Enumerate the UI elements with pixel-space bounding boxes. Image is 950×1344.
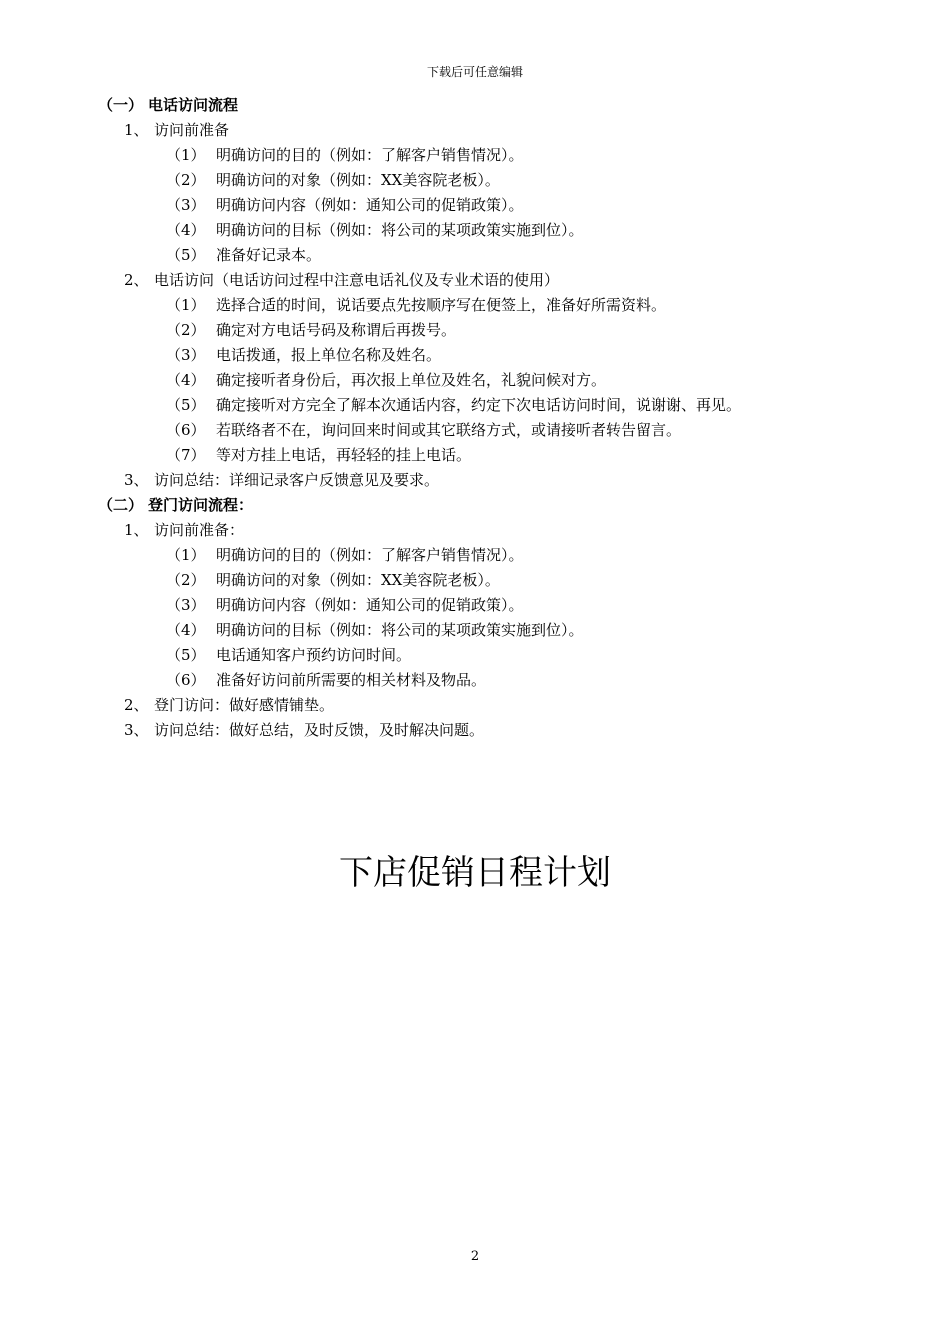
section-heading (98, 93, 858, 118)
step-text: 访问前准备： (154, 521, 245, 539)
sub-item-text: 明确访问的目标（例如：将公司的某项政策实施到位）。 (216, 221, 584, 239)
sub-item-number: （3） (166, 346, 206, 364)
sub-item-number: （3） (166, 196, 206, 214)
sub-item (98, 393, 858, 418)
sub-item-number: （6） (166, 421, 206, 439)
sub-item (98, 143, 858, 168)
section-title: 电话访问流程 (148, 96, 239, 114)
sub-item-text: 电话通知客户预约访问时间。 (216, 646, 412, 664)
sub-item-text: 明确访问内容（例如：通知公司的促销政策）。 (216, 196, 524, 214)
sub-item (98, 343, 858, 368)
sub-item-number: （2） (166, 321, 206, 339)
sub-item-text: 明确访问的对象（例如：XX美容院老板）。 (216, 571, 500, 589)
step-item (98, 693, 858, 718)
sub-item (98, 418, 858, 443)
sub-item-text: 明确访问的目标（例如：将公司的某项政策实施到位）。 (216, 621, 584, 639)
sub-item-number: （1） (166, 296, 206, 314)
document-body (98, 93, 858, 743)
sub-item (98, 668, 858, 693)
sub-item (98, 568, 858, 593)
sub-item (98, 243, 858, 268)
sub-item-text: 明确访问的对象（例如：XX美容院老板）。 (216, 171, 500, 189)
sub-item (98, 618, 858, 643)
sub-item-text: 准备好访问前所需要的相关材料及物品。 (216, 671, 487, 689)
sub-item (98, 168, 858, 193)
sub-item-text: 明确访问的目的（例如：了解客户销售情况）。 (216, 146, 524, 164)
sub-item-text: 确定对方电话号码及称谓后再拨号。 (216, 321, 457, 339)
sub-item (98, 593, 858, 618)
step-text: 电话访问（电话访问过程中注意电话礼仪及专业术语的使用） (154, 271, 560, 289)
step-item (98, 118, 858, 143)
step-number: 2、 (124, 271, 149, 289)
step-number: 3、 (124, 721, 149, 739)
sub-item-text: 确定接听者身份后，再次报上单位及姓名，礼貌问候对方。 (216, 371, 607, 389)
step-text: 访问总结：详细记录客户反馈意见及要求。 (154, 471, 440, 489)
sub-item-number: （5） (166, 646, 206, 664)
main-title: 下店促销日程计划 (339, 852, 611, 893)
step-number: 3、 (124, 471, 149, 489)
sub-item (98, 293, 858, 318)
sub-item (98, 193, 858, 218)
sub-item-text: 若联络者不在，询问回来时间或其它联络方式，或请接听者转告留言。 (216, 421, 682, 439)
step-item (98, 518, 858, 543)
sub-item-text: 电话拨通，报上单位名称及姓名。 (216, 346, 442, 364)
sub-item (98, 318, 858, 343)
sub-item (98, 218, 858, 243)
section-number: （二） (98, 496, 144, 514)
sub-item-number: （1） (166, 146, 206, 164)
section-heading (98, 493, 858, 518)
sub-item-number: （4） (166, 221, 206, 239)
sub-item-number: （1） (166, 546, 206, 564)
section-number: （一） (98, 96, 144, 114)
sub-item-number: （7） (166, 446, 206, 464)
sub-item-text: 确定接听对方完全了解本次通话内容，约定下次电话访问时间，说谢谢、再见。 (216, 396, 742, 414)
page-number: 2 (470, 1249, 480, 1264)
sub-item (98, 543, 858, 568)
step-text: 访问总结：做好总结，及时反馈，及时解决问题。 (154, 721, 485, 739)
sub-item-number: （3） (166, 596, 206, 614)
sub-item (98, 443, 858, 468)
sub-item-number: （5） (166, 396, 206, 414)
section-title: 登门访问流程： (148, 496, 254, 514)
sub-item-number: （2） (166, 571, 206, 589)
sub-item-number: （6） (166, 671, 206, 689)
sub-item-number: （4） (166, 621, 206, 639)
step-item (98, 468, 858, 493)
sub-item-text: 准备好记录本。 (216, 246, 322, 264)
sub-item-number: （5） (166, 246, 206, 264)
step-text: 访问前准备 (154, 121, 230, 139)
sub-item-text: 明确访问的目的（例如：了解客户销售情况）。 (216, 546, 524, 564)
step-item (98, 718, 858, 743)
step-number: 2、 (124, 696, 149, 714)
sub-item-number: （4） (166, 371, 206, 389)
sub-item-text: 选择合适的时间，说话要点先按顺序写在便签上，准备好所需资料。 (216, 296, 667, 314)
sub-item-text: 等对方挂上电话，再轻轻的挂上电话。 (216, 446, 472, 464)
sub-item-number: （2） (166, 171, 206, 189)
sub-item (98, 368, 858, 393)
sub-item (98, 643, 858, 668)
step-number: 1、 (124, 521, 149, 539)
sub-item-text: 明确访问内容（例如：通知公司的促销政策）。 (216, 596, 524, 614)
step-number: 1、 (124, 121, 149, 139)
page-header: 下载后可任意编辑 (426, 65, 523, 79)
step-item (98, 268, 858, 293)
step-text: 登门访问：做好感情铺垫。 (154, 696, 335, 714)
